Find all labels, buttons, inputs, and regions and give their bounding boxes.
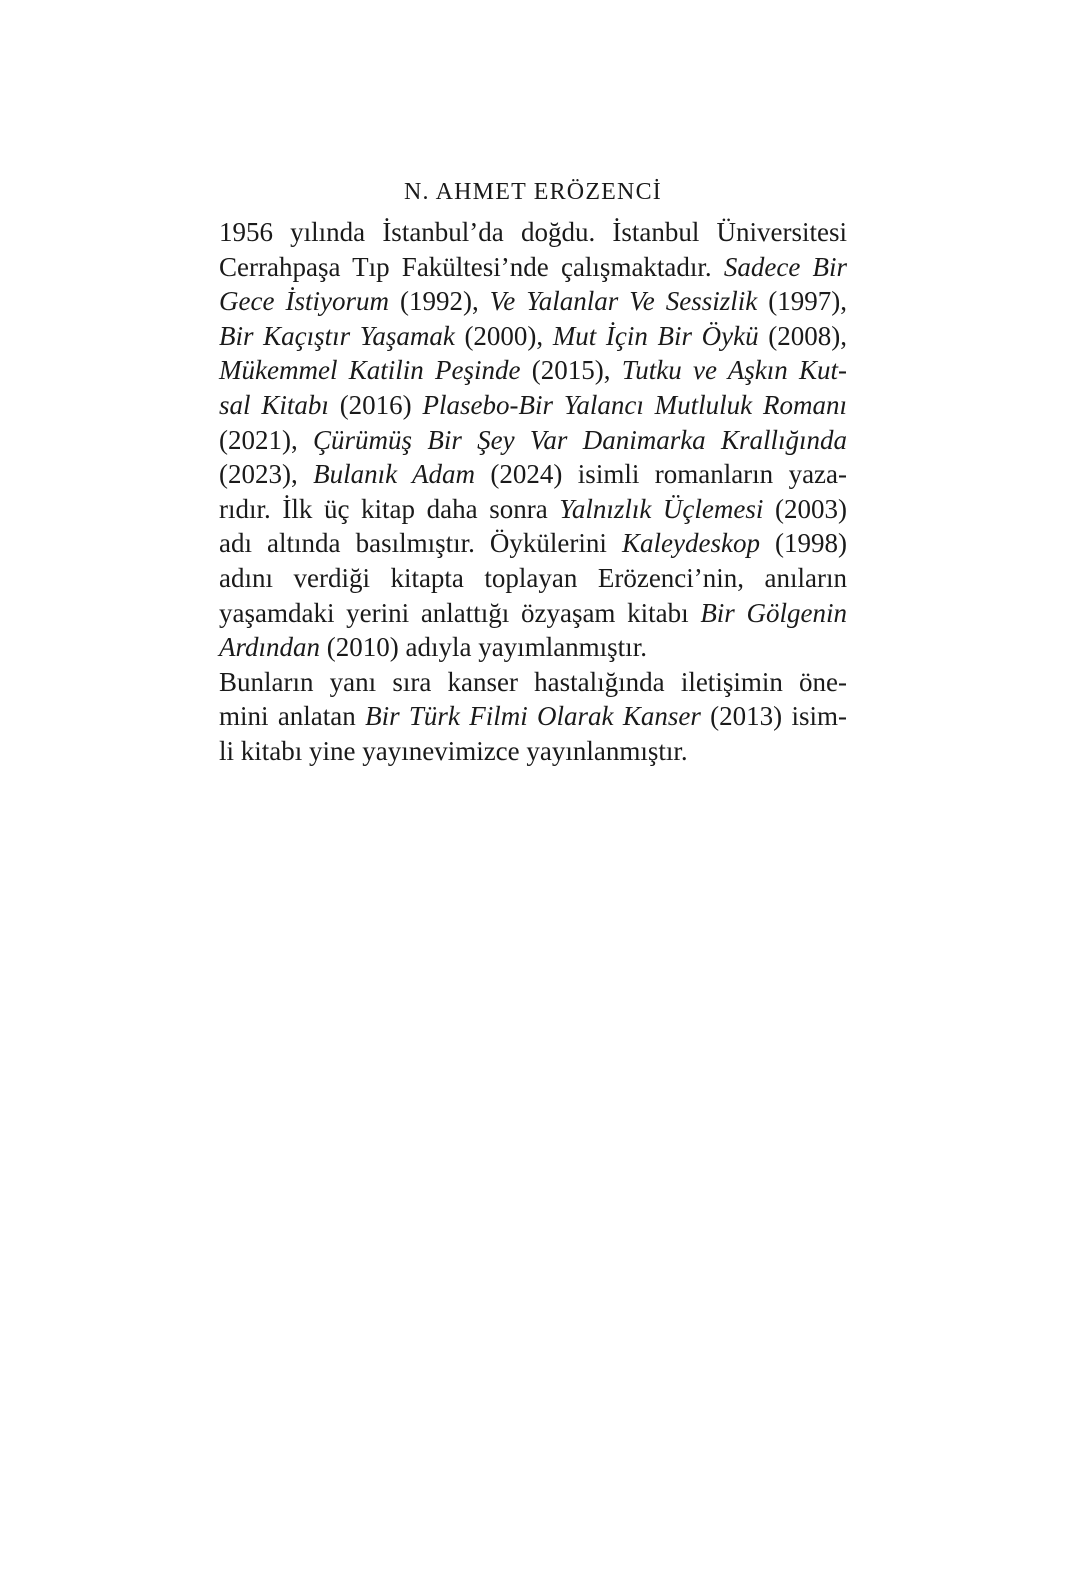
bio-text-run: (2013) isim-	[700, 701, 847, 732]
book-title: Yalnızlık Üçlemesi	[559, 493, 764, 524]
book-title: Bir Türk Filmi Olarak Kanser	[365, 701, 701, 732]
bio-text-run: Cerrahpaşa Tıp Fakültesi’nde çalışmaktadır.	[219, 251, 724, 282]
book-title: Çürümüş Bir Şey Var Danimarka Krallığında	[313, 424, 847, 455]
bio-line	[219, 423, 847, 458]
bio-text-run: (2021),	[219, 424, 314, 455]
book-title: Gece İstiyorum	[219, 286, 389, 317]
author-name: N. AHMET ERÖZENCİ	[404, 179, 662, 205]
bio-line	[219, 492, 847, 527]
bio-text-run: (2016)	[328, 389, 423, 420]
bio-line	[219, 526, 847, 561]
bio-text-run: mini anlatan	[219, 701, 366, 732]
book-title: Sadece Bir	[723, 251, 847, 282]
bio-text-run: (2010) adıyla yayımlanmıştır.	[320, 632, 647, 663]
book-title: Ardından	[219, 632, 320, 663]
bio-text-run: (2015),	[520, 355, 622, 386]
bio-text-run: rıdır. İlk üç kitap daha sonra	[219, 493, 560, 524]
bio-text-run: (2024) isimli romanların yaza-	[475, 459, 848, 490]
book-title: Mükemmel Katilin Peşinde	[219, 355, 521, 386]
bio-line	[219, 596, 847, 631]
bio-line	[219, 630, 847, 665]
book-title: Mut İçin Bir Öykü	[552, 320, 759, 351]
bio-text-run: (2023),	[219, 459, 314, 490]
bio-line	[219, 353, 847, 388]
bio-line	[219, 250, 847, 285]
bio-text-run: Bunların yanı sıra kanser hastalığında iletişimin öne-	[219, 666, 847, 697]
bio-line	[219, 319, 847, 354]
bio-text-run: adını verdiği kitapta toplayan Erözenci’nin, anıların	[219, 562, 847, 593]
book-title: Kaleydeskop	[621, 528, 760, 559]
book-title: sal Kitabı	[219, 389, 329, 420]
book-title: Bulanık Adam	[313, 459, 476, 490]
bio-text-run: 1956 yılında İstanbul’da doğdu. İstanbul Üniversitesi	[219, 217, 847, 247]
book-title: Ve Yalanlar Ve Sessizlik	[489, 286, 758, 317]
book-title: Bir Gölgenin	[700, 597, 847, 628]
author-bio	[219, 173, 847, 769]
bio-text	[219, 215, 847, 769]
book-title: Tutku ve Aşkın Kut-	[621, 355, 847, 386]
bio-text-run: adı altında basılmıştır. Öykülerini	[219, 528, 622, 559]
bio-text-run: (1992),	[388, 286, 490, 317]
bio-line	[219, 284, 847, 319]
bio-text-run: (2003)	[763, 493, 847, 524]
bio-line	[219, 388, 847, 423]
bio-line	[219, 561, 847, 596]
bio-text-run: li kitabı yine yayınevimizce yayınlanmıştır.	[219, 735, 688, 766]
bio-line	[219, 734, 847, 769]
bio-line	[219, 699, 847, 734]
bio-line	[219, 665, 847, 700]
bio-text-run: (1997),	[757, 286, 848, 317]
book-title: Bir Kaçıştır Yaşamak	[219, 320, 455, 351]
bio-text-run: (2008),	[758, 320, 848, 351]
bio-text-run: yaşamdaki yerini anlattığı özyaşam kitabı	[219, 597, 701, 628]
book-title: Plasebo-Bir Yalancı Mutluluk Romanı	[422, 389, 847, 420]
bio-text-run: (1998)	[759, 528, 847, 559]
bio-line	[219, 457, 847, 492]
bio-line	[219, 215, 847, 250]
bio-text-run: (2000),	[454, 320, 553, 351]
